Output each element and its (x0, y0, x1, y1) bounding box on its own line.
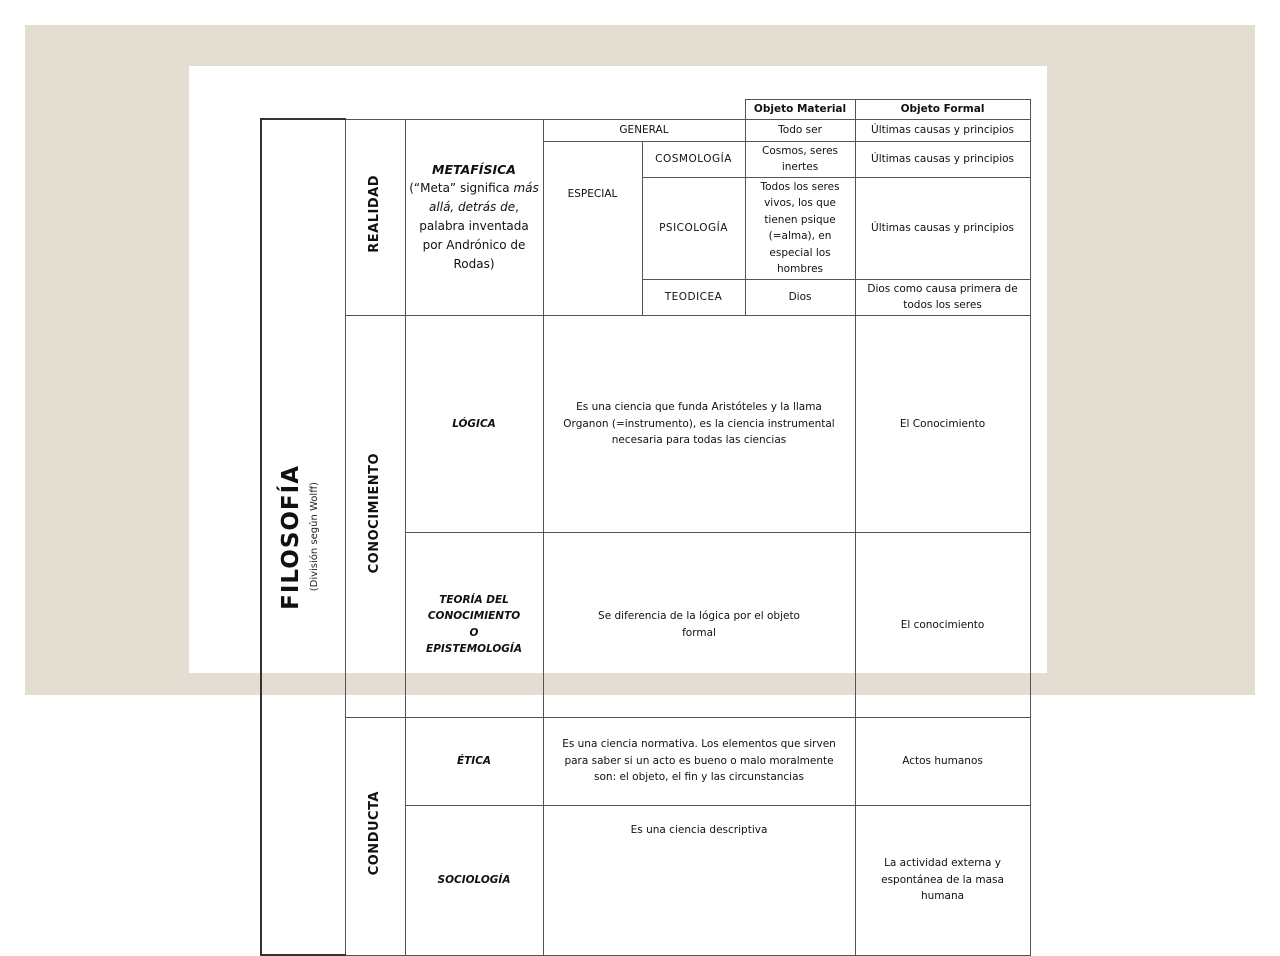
branch-conocimiento: CONOCIMIENTO (345, 315, 405, 717)
sociologia-material: La actividad externa y espontánea de la masa humana (855, 805, 1030, 955)
teodicea-material: Dios (745, 279, 855, 315)
general-material: Todo ser (745, 119, 855, 141)
metafisica-cell (405, 119, 543, 315)
general-formal: Últimas causas y principios (855, 119, 1030, 141)
cosmologia-label: COSMOLOGÍA (642, 141, 745, 177)
empty-header (405, 100, 745, 120)
logica-material: El Conocimiento (855, 315, 1030, 533)
teoria-title: TEORÍA DEL CONOCIMIENTO O EPISTEMOLOGÍA (405, 533, 543, 718)
header-objeto-formal: Objeto Formal (855, 100, 1030, 120)
root-cell (261, 119, 345, 955)
logica-title: LÓGICA (405, 315, 543, 533)
sociologia-title: SOCIOLOGÍA (405, 805, 543, 955)
psicologia-material: Todos los seres vivos, los que tienen psique (=alma), en especial los hombres (745, 177, 855, 279)
cosmologia-material: Cosmos, seres inertes (745, 141, 855, 177)
teoria-description: Se diferencia de la lógica por el objeto formal (543, 533, 855, 718)
etica-description: Es una ciencia normativa. Los elementos que sirven para saber si un acto es bueno o malo moralmente son: el objeto, el fin y las circunstancias (543, 717, 855, 805)
branch-conducta: CONDUCTA (345, 717, 405, 955)
general-label: GENERAL (543, 119, 745, 141)
philosophy-division-table (260, 99, 1031, 956)
logica-description: Es una ciencia que funda Aristóteles y la llama Organon (=instrumento), es la ciencia instrumental necesaria para todas las ciencias (543, 315, 855, 533)
psicologia-formal: Últimas causas y principios (855, 177, 1030, 279)
cosmologia-formal: Últimas causas y principios (855, 141, 1030, 177)
root-subtitle: (División según Wolff) (309, 482, 321, 592)
etica-material: Actos humanos (855, 717, 1030, 805)
teodicea-formal: Dios como causa primera de todos los seres (855, 279, 1030, 315)
teoria-material: El conocimiento (855, 533, 1030, 718)
header-objeto-material: Objeto Material (745, 100, 855, 120)
psicologia-label: PSICOLOGÍA (642, 177, 745, 279)
branch-realidad: REALIDAD (345, 119, 405, 315)
metafisica-note: (“Meta” significa más allá, detrás de, palabra inventada por Andrónico de Rodas) (409, 181, 539, 271)
especial-label: ESPECIAL (543, 141, 642, 315)
sociologia-description: Es una ciencia descriptiva (543, 805, 855, 955)
metafisica-title: METAFÍSICA (432, 162, 516, 177)
etica-title: ÉTICA (405, 717, 543, 805)
empty-corner (261, 100, 405, 120)
root-title: FILOSOFÍA (277, 464, 304, 610)
teodicea-label: TEODICEA (642, 279, 745, 315)
